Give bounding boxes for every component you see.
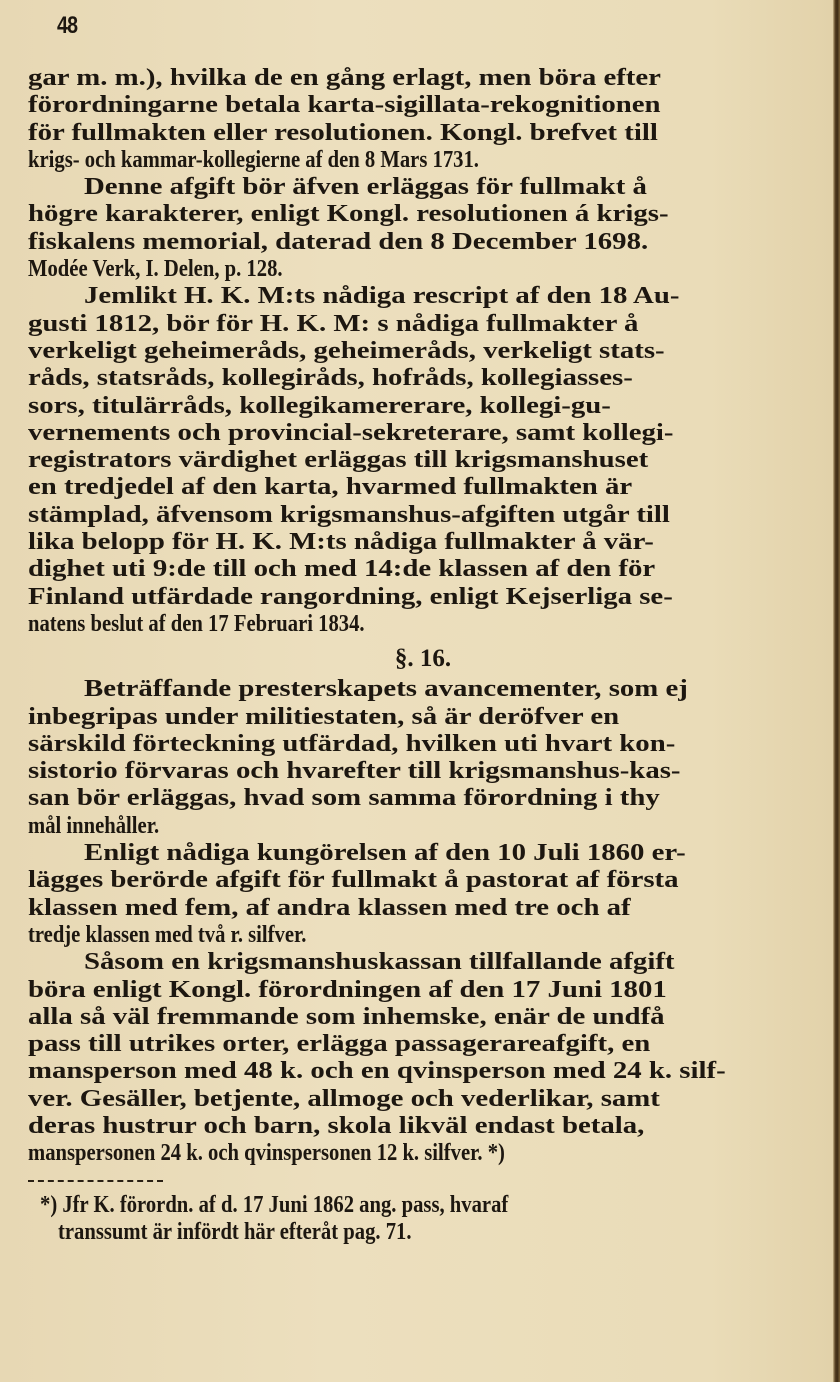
text-line: deras hustrur och barn, skola likväl endast betala, (28, 1112, 645, 1139)
text-line: pass till utrikes orter, erlägga passagerareafgift, en (28, 1031, 651, 1058)
footnote-divider (28, 1180, 163, 1182)
body-text (28, 65, 818, 1246)
text-line: Finland utfärdade rangordning, enligt Kejserliga se- (28, 583, 673, 610)
text-line: stämplad, äfvensom krigsmanshus-afgiften utgår till (28, 501, 670, 528)
section-heading: §. 16. (394, 645, 452, 673)
text-line: gusti 1812, bör för H. K. M: s nådiga fullmakter å (28, 310, 639, 337)
page-number: 48 (57, 12, 78, 39)
text-line: råds, statsråds, kollegiråds, hofråds, kollegiasses- (28, 365, 633, 392)
text-line: ver. Gesäller, betjente, allmoge och vederlikar, samt (28, 1085, 660, 1112)
text-line: gar m. m.), hvilka de en gång erlagt, men böra efter (28, 65, 661, 91)
text-line: lika belopp för H. K. M:ts nådiga fullmakter å vär- (28, 529, 654, 556)
text-line: förordningarne betala karta-sigillata-rekognitionen (28, 92, 661, 119)
text-line: Enligt nådiga kungörelsen af den 10 Juli 1860 er- (84, 840, 686, 867)
text-line: natens beslut af den 17 Februari 1834. (28, 610, 365, 637)
text-line: dighet uti 9:de till och med 14:de klassen af den för (28, 556, 656, 583)
text-line: mål innehåller. (28, 812, 160, 839)
text-line: fiskalens memorial, daterad den 8 December 1698. (28, 228, 649, 255)
text-line: tredje klassen med två r. silfver. (28, 921, 307, 948)
text-line: sors, titulärråds, kollegikamererare, kollegi-gu- (28, 392, 611, 419)
text-line: särskild förteckning utfärdad, hvilken uti hvart kon- (28, 730, 676, 757)
text-line: inbegripas under militiestaten, så är deröfver en (28, 703, 620, 730)
text-line: vernements och provincial-sekreterare, samt kollegi- (28, 419, 674, 446)
text-line: Jemlikt H. K. M:ts nådiga rescript af den 18 Au- (84, 283, 680, 310)
paragraph (28, 840, 818, 949)
text-line: krigs- och kammar-kollegierne af den 8 Mars 1731. (28, 146, 479, 173)
paragraph (28, 65, 818, 174)
footnote-line: transsumt är infördt här efteråt pag. 71. (58, 1218, 412, 1245)
paragraph (28, 949, 818, 1167)
book-binding-edge (833, 0, 840, 1382)
text-line: Denne afgift bör äfven erläggas för fullmakt å (84, 174, 647, 201)
text-line: mansperson med 48 k. och en qvinsperson med 24 k. silf- (28, 1058, 726, 1085)
text-line: Beträffande presterskapets avancementer, som ej (84, 676, 688, 703)
text-line: för fullmakten eller resolutionen. Kongl. brefvet till (28, 119, 658, 146)
text-line: böra enligt Kongl. förordningen af den 17 Juni 1801 (28, 976, 667, 1003)
paragraph (28, 676, 818, 840)
text-line: en tredjedel af den karta, hvarmed fullmakten är (28, 474, 633, 501)
paragraph (28, 174, 818, 283)
text-line: lägges berörde afgift för fullmakt å pastorat af första (28, 867, 679, 894)
text-line: alla så väl fremmande som inhemske, enär de undfå (28, 1003, 665, 1030)
text-line: klassen med fem, af andra klassen med tre och af (28, 894, 631, 921)
text-line: sistorio förvaras och hvarefter till krigsmanshus-kas- (28, 758, 681, 785)
footnote (28, 1192, 818, 1247)
text-line: san bör erläggas, hvad som samma förordning i thy (28, 785, 660, 812)
text-line: registrators värdighet erläggas till krigsmanshuset (28, 447, 649, 474)
text-line: verkeligt geheimeråds, geheimeråds, verkeligt stats- (28, 337, 665, 364)
footnote-line: *) Jfr K. förordn. af d. 17 Juni 1862 ang. pass, hvaraf (40, 1191, 509, 1218)
text-line: högre karakterer, enligt Kongl. resolutionen á krigs- (28, 201, 669, 228)
text-line: Såsom en krigsmanshuskassan tillfallande afgift (84, 949, 675, 976)
paragraph (28, 283, 818, 638)
text-line: Modée Verk, I. Delen, p. 128. (28, 256, 283, 283)
text-line: manspersonen 24 k. och qvinspersonen 12 k. silfver. *) (28, 1140, 505, 1167)
